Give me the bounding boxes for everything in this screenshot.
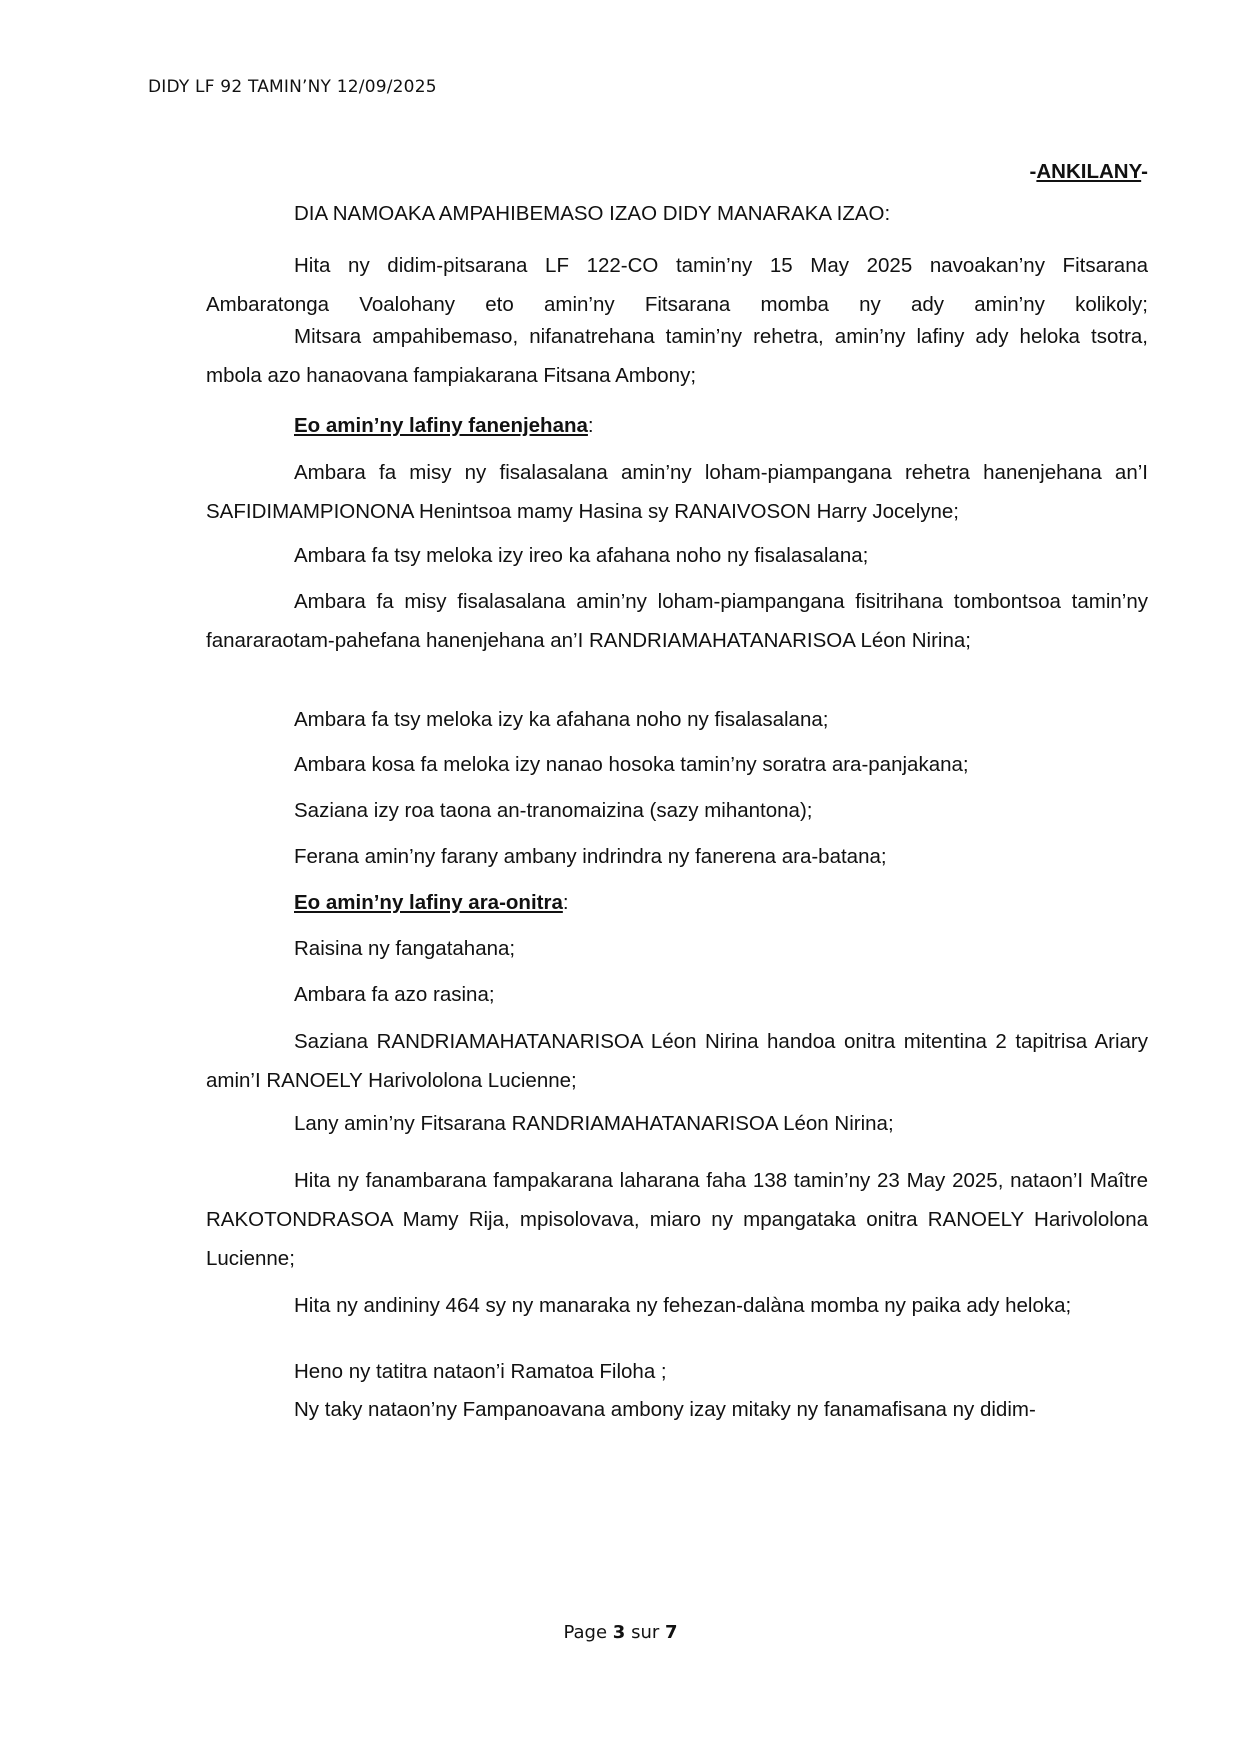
paragraph-8: Saziana izy roa taona an-tranomaizina (sazy mihantona); — [294, 799, 813, 822]
paragraph-6: Ambara fa tsy meloka izy ka afahana noho ny fisalasalana; — [294, 708, 829, 731]
paragraph-9: Ferana amin’ny farany ambany indrindra ny fanerena ara-batana; — [294, 845, 887, 868]
section-heading-civil-text: Eo amin’ny lafiny ara-onitra — [294, 891, 563, 914]
section-heading-civil — [206, 883, 1148, 922]
paragraph-7: Ambara kosa fa meloka izy nanao hosoka tamin’ny soratra ara-panjakana; — [294, 753, 969, 776]
document-reference-header: DIDY LF 92 TAMIN’NY 12/09/2025 — [148, 77, 437, 97]
page-footer — [0, 1622, 1241, 1643]
paragraph-3: Ambara fa misy ny fisalasalana amin’ny loham-piampangana rehetra hanenjehana an’I SAFIDIMAMPIONONA Henintsoa mamy Hasina sy RANAIVOSON Harry Jocelyne; — [206, 461, 1148, 523]
section-heading-prosecution-colon: : — [587, 414, 594, 437]
paragraph-10: Raisina ny fangatahana; — [294, 937, 516, 960]
paragraph-17: Ny taky nataon’ny Fampanoavana ambony izay mitaky ny fanamafisana ny didim- — [294, 1398, 1036, 1421]
paragraph-11: Ambara fa azo rasina; — [294, 983, 495, 1006]
annex-title-text: ANKILANY — [1036, 160, 1142, 183]
paragraph-4: Ambara fa tsy meloka izy ireo ka afahana noho ny fisalasalana; — [294, 544, 869, 567]
paragraph-16: Heno ny tatitra nataon’i Ramatoa Filoha ; — [294, 1360, 667, 1383]
paragraph-14: Hita ny fanambarana fampakarana laharana faha 138 tamin’ny 23 May 2025, nataon’I Maître RAKOTONDRASOA Mamy Rija, mpisolovava, miaro ny mpangataka onitra RANOELY Harivololona Lucienne; — [206, 1169, 1148, 1270]
sur-word: sur — [631, 1622, 660, 1643]
paragraph-12: Saziana RANDRIAMAHATANARISOA Léon Nirina handoa onitra mitentina 2 tapitrisa Ariary amin’I RANOELY Harivololona Lucienne; — [206, 1030, 1148, 1092]
paragraph-1: Hita ny didim-pitsarana LF 122-CO tamin’ny 15 May 2025 navoakan’ny Fitsarana Ambaratonga Voalohany eto amin’ny Fitsarana momba ny ady amin’ny kolikoly; — [206, 254, 1148, 316]
paragraph-2: Mitsara ampahibemaso, nifanatrehana tamin’ny rehetra, amin’ny lafiny ady heloka tsotra, mbola azo hanaovana fampiakarana Fitsana Ambony; — [206, 325, 1148, 387]
page-word: Page — [563, 1622, 608, 1643]
page-number: 3 — [612, 1622, 626, 1643]
section-heading-prosecution-text: Eo amin’ny lafiny fanenjehana — [294, 414, 588, 437]
paragraph-5: Ambara fa misy fisalasalana amin’ny loham-piampangana fisitrihana tombontsoa tamin’ny fanararaotam-pahefana hanenjehana an’I RANDRIAMAHATANARISOA Léon Nirina; — [206, 590, 1148, 652]
paragraph-15: Hita ny andininy 464 sy ny manaraka ny fehezan-dalàna momba ny paika ady heloka; — [294, 1294, 1072, 1317]
annex-title-prefix: - — [1029, 160, 1037, 183]
page-total: 7 — [664, 1622, 678, 1643]
annex-title-suffix: - — [1141, 160, 1148, 183]
annex-title — [1030, 160, 1148, 184]
section-heading-civil-colon: : — [562, 891, 569, 914]
intro-statement: DIA NAMOAKA AMPAHIBEMASO IZAO DIDY MANARAKA IZAO: — [294, 202, 891, 225]
section-heading-prosecution — [206, 406, 1148, 445]
paragraph-13: Lany amin’ny Fitsarana RANDRIAMAHATANARISOA Léon Nirina; — [294, 1112, 894, 1135]
